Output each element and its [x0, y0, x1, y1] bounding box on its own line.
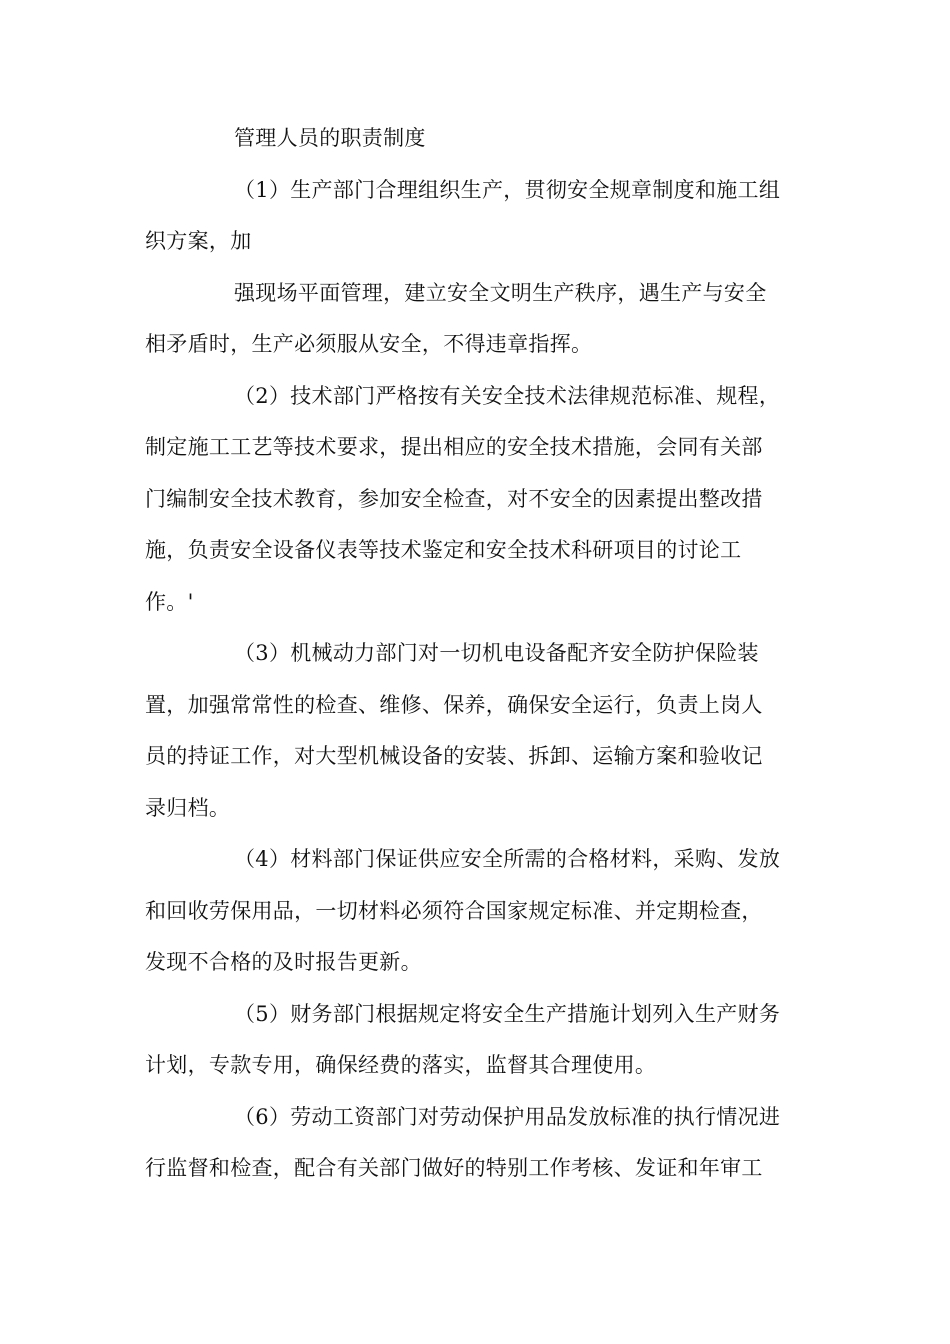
paragraph-line: 作。' — [145, 590, 194, 614]
paragraph-line: 强现场平面管理，建立安全文明生产秩序，遇生产与安全 — [234, 281, 767, 305]
paragraph-line: （6）劳动工资部门对劳动保护用品发放标准的执行情况进 — [234, 1105, 781, 1129]
paragraph-line: 制定施工工艺等技术要求，提出相应的安全技术措施，会同有关部 — [145, 435, 763, 459]
document-title: 管理人员的职责制度 — [234, 126, 426, 150]
paragraph-line: 置，加强常常性的检查、维修、保养，确保安全运行，负责上岗人 — [145, 693, 763, 717]
paragraph-line: 录归档。 — [145, 796, 231, 820]
paragraph-line: 和回收劳保用品，一切材料必须符合国家规定标准、并定期检查， — [145, 899, 763, 923]
paragraph-line: 发现不合格的及时报告更新。 — [145, 950, 422, 974]
paragraph-line: （2）技术部门严格按有关安全技术法律规范标准、规程， — [234, 384, 781, 408]
paragraph-line: 相矛盾时，生产必须服从安全，不得违章指挥。 — [145, 332, 593, 356]
paragraph-line: 织方案，加 — [145, 229, 252, 253]
paragraph-line: 员的持证工作，对大型机械设备的安装、拆卸、运输方案和验收记 — [145, 744, 763, 768]
paragraph-line: 计划，专款专用，确保经费的落实，监督其合理使用。 — [145, 1053, 657, 1077]
paragraph-line: 行监督和检查，配合有关部门做好的特别工作考核、发证和年审工 — [145, 1156, 763, 1180]
paragraph-line: 门编制安全技术教育，参加安全检查，对不安全的因素提出整改措 — [145, 487, 763, 511]
paragraph-line: （3）机械动力部门对一切机电设备配齐安全防护保险装 — [234, 641, 759, 665]
paragraph-line: （1）生产部门合理组织生产，贯彻安全规章制度和施工组 — [234, 178, 781, 202]
paragraph-line: 施，负责安全设备仪表等技术鉴定和安全技术科研项目的讨论工 — [145, 538, 742, 562]
paragraph-line: （5）财务部门根据规定将安全生产措施计划列入生产财务 — [234, 1002, 781, 1026]
paragraph-line: （4）材料部门保证供应安全所需的合格材料，采购、发放 — [234, 847, 781, 871]
